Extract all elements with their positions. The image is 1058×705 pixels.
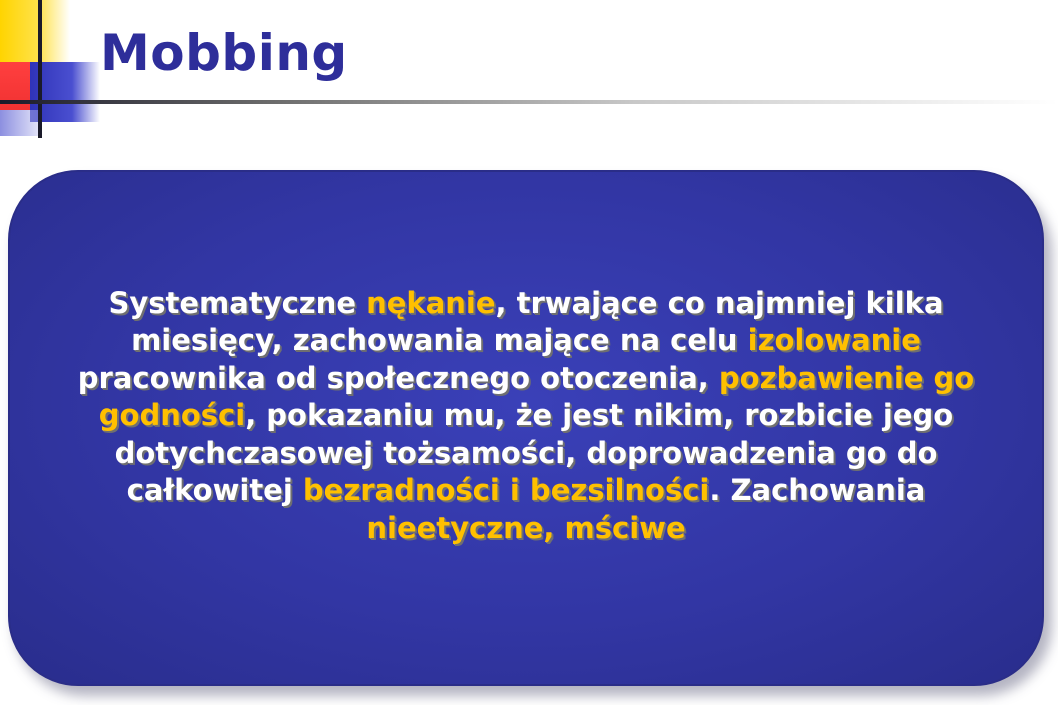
definition-highlight: nękanie — [366, 285, 496, 320]
definition-text — [36, 285, 1016, 548]
definition-part: . Zachowania — [709, 473, 926, 508]
definition-highlight: bezradności i bezsilności — [302, 473, 710, 508]
slide-title: Mobbing — [100, 24, 348, 82]
definition-part: Systematyczne — [108, 285, 367, 320]
corner-decoration-vertical-line — [38, 0, 42, 138]
definition-part: , trwające co najmniej kilka miesięcy, zachowania mające na celu — [131, 285, 944, 358]
title-underline — [0, 100, 1058, 104]
corner-decoration-blue-light — [0, 110, 40, 136]
definition-highlight: pozbawienie go godności — [98, 360, 975, 433]
corner-decoration-yellow — [0, 0, 70, 62]
definition-highlight: nieetyczne, mściwe — [366, 510, 686, 545]
definition-part: pracownika od społecznego otoczenia, — [77, 360, 719, 395]
definition-part: , pokazaniu mu, że jest nikim, rozbicie jego dotychczasowej tożsamości, doprowadzenia go do całkowitej — [114, 398, 954, 508]
definition-panel — [8, 170, 1044, 686]
definition-highlight: izolowanie — [747, 323, 921, 358]
